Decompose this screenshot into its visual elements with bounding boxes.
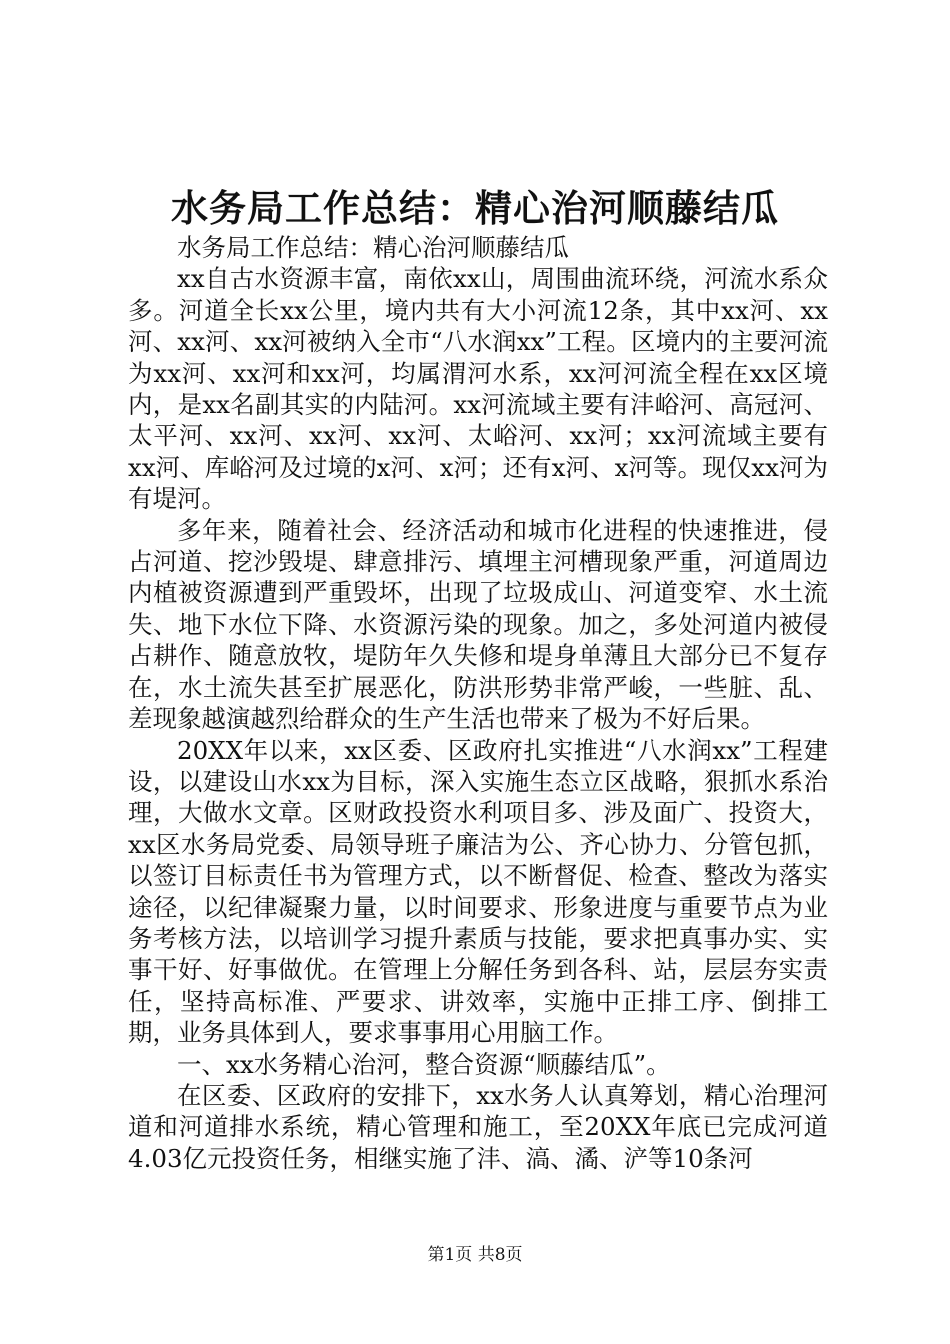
paragraph: 20XX年以来，xx区委、区政府扎实推进“八水润xx”工程建设，以建设山水xx为目标，深入实施生态立区战略，狠抓水系治理，大做水文章。区财政投资水利项目多、涉及面广、投资大，xx区水务局党委、局领导班子廉洁为公、齐心协力、分管包抓，以签订目标责任书为管理方式，以不断督促、检查、整改为落实途径，以纪律凝聚力量，以时间要求、形象进度与重要节点为业务考核方法，以培训学习提升素质与技能，要求把真事办实、实事干好、好事做优。在管理上分解任务到各科、站，层层夯实责任，坚持高标准、严要求、讲效率，实施中正排工序、倒排工期，业务具体到人，要求事事用心用脑工作。 xyxy=(128,735,828,1048)
paragraph: 多年来，随着社会、经济活动和城市化进程的快速推进，侵占河道、挖沙毁堤、肆意排污、填埋主河槽现象严重，河道周边内植被资源遭到严重毁坏，出现了垃圾成山、河道变窄、水土流失、地下水位下降、水资源污染的现象。加之，多处河道内被侵占耕作、随意放牧，堤防年久失修和堤身单薄且大部分已不复存在，水土流失甚至扩展恶化，防洪形势非常严峻，一些脏、乱、差现象越演越烈给群众的生产生活也带来了极为不好后果。 xyxy=(128,515,828,734)
paragraph: xx自古水资源丰富，南依xx山，周围曲流环绕，河流水系众多。河道全长xx公里，境内共有大小河流12条，其中xx河、xx河、xx河、xx河被纳入全市“八水润xx”工程。区境内的主要河流为xx河、xx河和xx河，均属渭河水系，xx河河流全程在xx区境内，是xx名副其实的内陆河。xx河流域主要有沣峪河、高冠河、太平河、xx河、xx河、xx河、太峪河、xx河；xx河流域主要有xx河、库峪河及过境的x河、x河；还有x河、x河等。现仅xx河为有堤河。 xyxy=(128,264,828,514)
page-footer: 第1页 共8页 xyxy=(427,1245,523,1265)
section-heading: 一、xx水务精心治河，整合资源“顺藤结瓜”。 xyxy=(177,1049,671,1079)
paragraph: 水务局工作总结：精心治河顺藤结瓜 xyxy=(177,233,569,262)
document-title: 水务局工作总结：精心治河顺藤结瓜 xyxy=(171,186,779,230)
paragraph: 在区委、区政府的安排下，xx水务人认真筹划，精心治理河道和河道排水系统，精心管理和施工，至20XX年底已完成河道4.03亿元投资任务，相继实施了沣、滈、潏、浐等10条河 xyxy=(128,1080,828,1173)
document-body xyxy=(128,232,828,1174)
